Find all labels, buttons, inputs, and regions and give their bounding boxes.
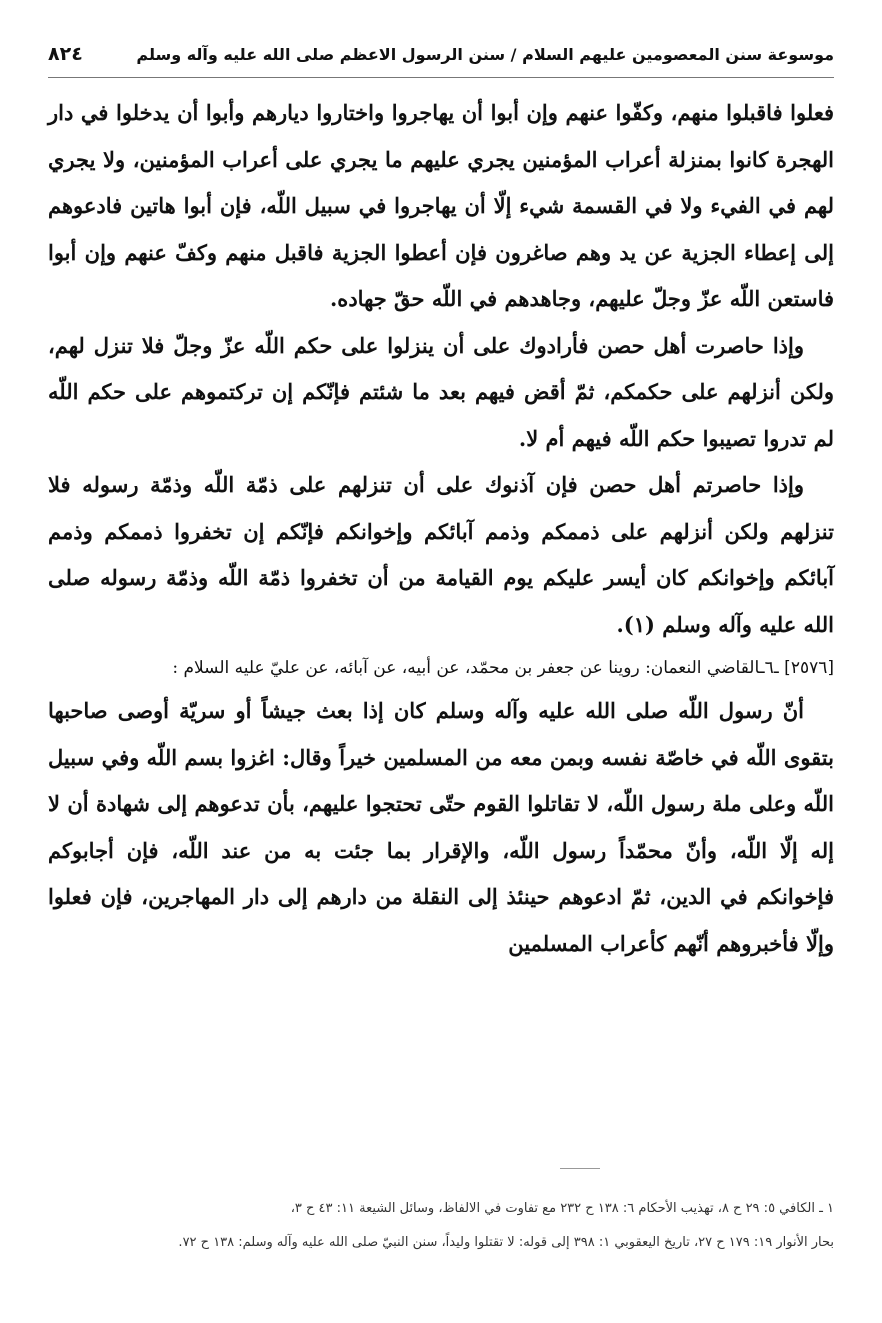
paragraph-3: وإذا حاصرتم أهل حصن فإن آذنوك على أن تنزلهم على ذمّة اللّه وذمّة رسوله فلا تنزلهم ولكن أنزلهم على ذممكم وذمم آبائكم وإخوانكم فإنّكم إن تخفروا ذممكم وذمم آبائكم وإخوانكم كان أيسر عليكم يوم القيامة من أن تخفروا ذمّة اللّه وذمّة رسوله صلى الله عليه وآله وسلم (١). — [48, 472, 834, 637]
page-header — [48, 34, 834, 74]
header-rule — [48, 77, 834, 78]
footnote-rule — [560, 1168, 600, 1169]
entry-number: [٢٥٧٦] ـ٦ـ — [759, 658, 834, 678]
running-head: موسوعة سنن المعصومين عليهم السلام / سنن الرسول الاعظم صلى الله عليه وآله وسلم — [136, 44, 834, 64]
footnote-line-2: بحار الأنوار ١٩: ١٧٩ ح ٢٧، تاريخ اليعقوبي ١: ٣٩٨ إلى قوله: لا تقتلوا وليداً، سنن النبيّ صلى الله عليه وآله وسلم: ١٣٨ ح ٧٢. — [178, 1235, 834, 1250]
narration-chain: القاضي النعمان: روينا عن جعفر بن محمّد، عن أبيه، عن آبائه، عن عليّ عليه السلام : — [172, 658, 760, 678]
footnote-line-1: ١ ـ الكافي ٥: ٢٩ ح ٨، تهذيب الأحكام ٦: ١٣٨ ح ٢٣٢ مع تفاوت في الالفاظ، وسائل الشيعة ١١: ٤٣ ح ٣، — [290, 1201, 834, 1216]
hadith-entry — [48, 648, 834, 688]
paragraph-1: فعلوا فاقبلوا منهم، وكفّوا عنهم وإن أبوا أن يهاجروا واختاروا ديارهم وأبوا أن يدخلوا في دار الهجرة كانوا بمنزلة أعراب المؤمنين يجري عليهم ما يجري على أعراب المؤمنين، ولا يجري لهم في الفيء ولا في القسمة شيء إلّا أن يهاجروا في سبيل اللّه، فإن أبوا هاتين فادعوهم إلى إعطاء الجزية عن يد وهم صاغرون فإن أعطوا الجزية فاقبل منهم وكفّ عنهم وإن أبوا فاستعن اللّه عزّ وجلّ عليهم، وجاهدهم في اللّه حقّ جهاده. — [48, 100, 834, 311]
footnotes — [48, 1192, 834, 1260]
page-number: ٨٢٤ — [48, 43, 83, 65]
main-text — [48, 90, 834, 967]
paragraph-2: وإذا حاصرت أهل حصن فأرادوك على أن ينزلوا على حكم اللّه عزّ وجلّ فلا تنزل لهم، ولكن أنزلهم على حكمكم، ثمّ أقض فيهم بعد ما شئتم فإنّكم إن تركتموهم على حكم اللّه لم تدروا تصيبوا حكم اللّه فيهم أم لا. — [48, 332, 834, 451]
paragraph-4: أنّ رسول اللّه صلى الله عليه وآله وسلم كان إذا بعث جيشاً أو سريّة أوصى صاحبها بتقوى اللّه في خاصّة نفسه وبمن معه من المسلمين خيراً وقال: اغزوا بسم اللّه وفي سبيل اللّه وعلى ملة رسول اللّه، لا تقاتلوا القوم حتّى تحتجوا عليهم، بأن تدعوهم إلى شهادة أن لا إله إلّا اللّه، وأنّ محمّداً رسول اللّه، والإقرار بما جئت به من عند اللّه، فإن أجابوكم فإخوانكم في الدين، ثمّ ادعوهم حينئذ إلى النقلة من دارهم إلى دار المهاجرين، فإن فعلوا وإلّا فأخبروهم أنّهم كأعراب المسلمين — [48, 698, 834, 956]
